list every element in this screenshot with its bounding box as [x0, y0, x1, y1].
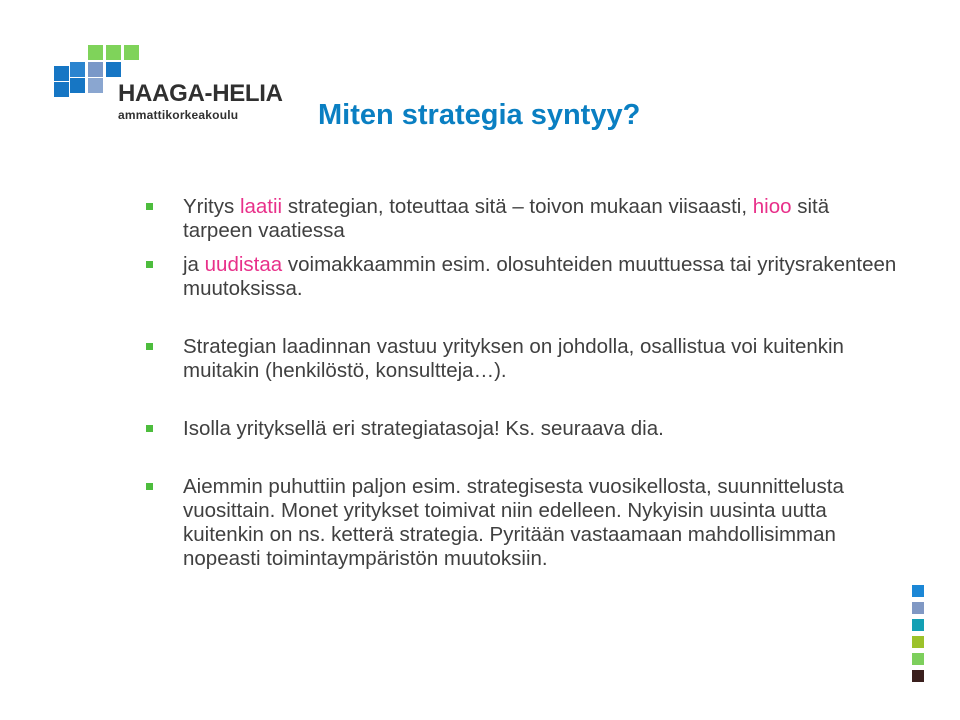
bullet-item — [140, 475, 900, 571]
bullet-text: Aiemmin puhuttiin paljon esim. strategisesta vuosikellosta, suunnittelusta vuosittain. Monet yritykset toimivat niin edelleen. Nykyisin uusinta uutta kuitenkin on ns. ketterä strategia. Pyritään vastaamaan mahdollisimman nopeasti toimintaympäristön muutoksiin. — [183, 475, 844, 570]
logo-text — [118, 80, 283, 122]
logo-name: HAAGA-HELIA — [118, 80, 283, 107]
bullet-text: Strategian laadinnan vastuu yrityksen on johdolla, osallistua voi kuitenkin muitakin (henkilöstö, konsultteja…). — [183, 335, 844, 382]
decorative-square-icon — [912, 653, 924, 665]
bullet-text: Yritys — [183, 195, 240, 218]
decorative-square-icon — [912, 670, 924, 682]
highlight-text: uudistaa — [204, 253, 283, 276]
bullet-text: Isolla yrityksellä eri strategiatasoja! Ks. seuraava dia. — [183, 417, 664, 440]
bullet-item — [140, 253, 900, 301]
bullet-item — [140, 335, 900, 383]
bullet-item — [140, 195, 900, 243]
bullet-list — [140, 195, 900, 571]
bullet-text: sitä tarpeen vaatiessa — [183, 195, 830, 242]
bullet-text: strategian, toteuttaa sitä – toivon mukaan viisaasti, — [282, 195, 753, 218]
bullet-text: ja — [183, 253, 205, 276]
highlight-text: laatii — [239, 195, 283, 218]
highlight-text: hioo — [752, 195, 792, 218]
haaga-helia-logo — [50, 42, 290, 132]
slide-title: Miten strategia syntyy? — [318, 99, 641, 131]
decorative-square-icon — [912, 602, 924, 614]
bullet-square-icon — [146, 425, 153, 432]
logo-subtitle: ammattikorkeakoulu — [118, 108, 239, 122]
bullet-item — [140, 417, 900, 441]
bullet-text: voimakkaammin esim. olosuhteiden muuttuessa tai yritysrakenteen muutoksissa. — [183, 253, 897, 300]
decorative-square-icon — [912, 636, 924, 648]
side-decoration — [912, 585, 924, 687]
bullet-square-icon — [146, 203, 153, 210]
bullet-square-icon — [146, 343, 153, 350]
bullet-square-icon — [146, 261, 153, 268]
bullet-square-icon — [146, 483, 153, 490]
decorative-square-icon — [912, 619, 924, 631]
decorative-square-icon — [912, 585, 924, 597]
